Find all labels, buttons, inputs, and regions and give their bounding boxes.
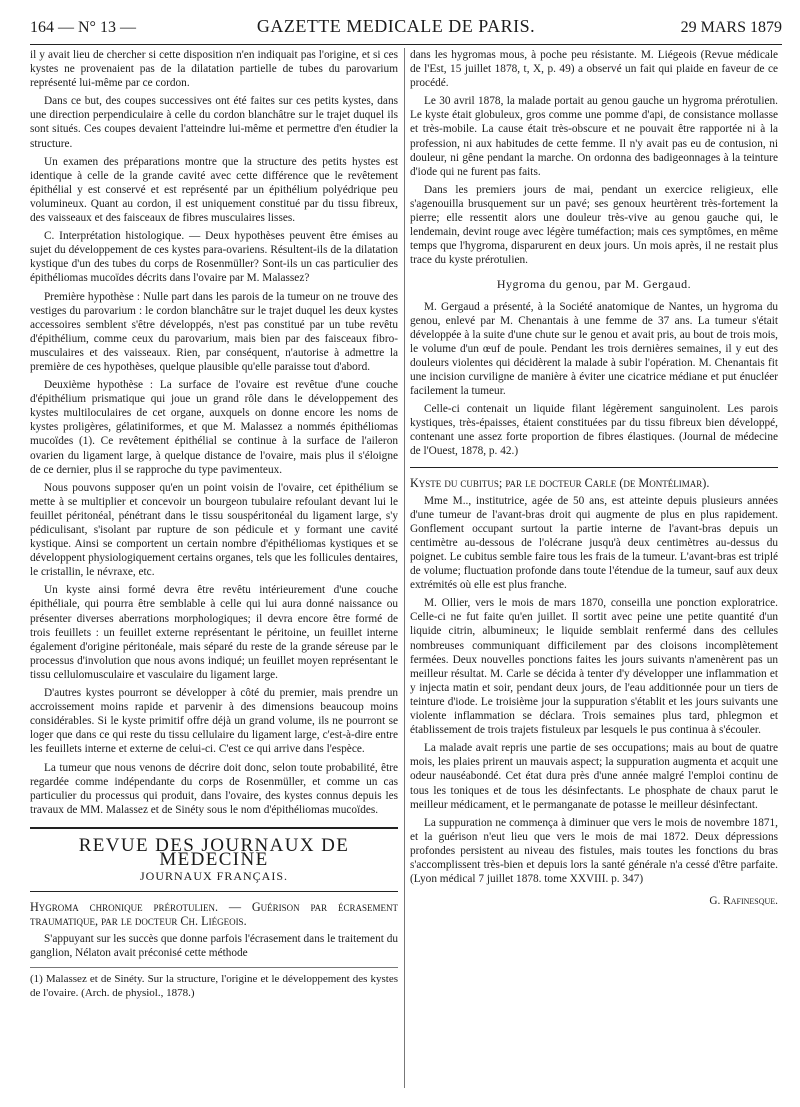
paragraph: Dans ce but, des coupes successives ont été faites sur ces petits kystes, dans une direction perpendiculaire à celle du cordon blanchâtre sur le trajet duquel ils sont situés. Ces coupes devaient l'atteindre lui-même et permettre d'en étudier la structure. <box>30 95 398 150</box>
paragraph: il y avait lieu de chercher si cette disposition n'en indiquait pas l'origine, et si ces kystes ne provenaient pas de la dilatation partielle de tubes du parovarium représenté lui-même par ce cordon. <box>30 49 398 90</box>
issue-date: 29 MARS 1879 <box>680 19 782 36</box>
paragraph: Deuxième hypothèse : La surface de l'ovaire est revêtue d'une couche d'épithélium prismatique qui joue un grand rôle dans le développement des kystes multiloculaires de cet organe, auxquels on donne encore les noms de kystes proligères, gélatiniformes, et que M. Malassez a nommés épithéliomas mucoïdes (1). Ce revêtement épithélial se continue à la surface de l'aileron ovarien du ligament large, à quelque distance de l'ovaire, mais plus il s'éloigne de ce dernier, plus il se rapproche du type pavimenteux. <box>30 379 398 476</box>
article-title: Hygroma du genou, par M. Gergaud. <box>496 277 692 292</box>
paragraph: S'appuyant sur les succès que donne parfois l'écrasement dans le traitement du ganglion, Nélaton avait préconisé cette méthode <box>30 933 398 960</box>
revue-subheading: JOURNAUX FRANÇAIS. <box>139 869 289 884</box>
paragraph: Un kyste ainsi formé devra être revêtu intérieurement d'une couche épithéliale, qui pourra être semblable à celle qui lui aura donné naissance ou présenter diverses aberrations morphologiques; il devra encore être formé de trois feuillets : un feuillet externe représentant le péritoine, un feuillet interne également d'origine péritonéale, mais séparé du reste de la grande séreuse par le processus d'involution que nous avons indiqué; un feuillet moyen représentant le tissu cellulomusculaire et vasculaire du ligament large. <box>30 584 398 681</box>
paragraph: M. Gergaud a présenté, à la Société anatomique de Nantes, un hygroma du genou, enlevé par M. Chenantais à une femme de 37 ans. La tumeur s'était développée à la suite d'une chute sur le genou et avait pris, au bout de trois mois, le volume d'un œuf de poule. Pendant les trois dernières semaines, il y eut des douleurs violentes qui décidèrent la malade à subir l'opération. M. Chenantais fit une incision curviligne de manière à éviter une cicatrice médiane et put énucléer facilement la tumeur. <box>410 300 778 398</box>
newspaper-page <box>22 8 782 1100</box>
right-column <box>410 48 778 908</box>
section-rule <box>410 467 778 468</box>
paragraph: La tumeur que nous venons de décrire doit donc, selon toute probabilité, être regardée comme indépendante du corps de Rosenmüller, et comme un cas particulier du processus qui produit, dans l'ovaire, des kystes connus depuis les travaux de MM. Malassez et de Sinéty sous le nom d'épithéliomas mucoïdes. <box>30 761 398 816</box>
signature: G. Rafinesque. <box>709 895 778 908</box>
page-number: 164 — N° 13 — <box>30 19 136 36</box>
paragraph: La suppuration ne commença à diminuer que vers le mois de novembre 1871, et la guérison n'eut lieu que vers le mois de mai 1872. Deux dépressions profondes persistent au niveau des fistules, mais toutes les fonctions du bras s'accomplissent très-bien et depuis lors la santé générale n'a cessé d'être parfaite. (Lyon médical 7 juillet 1878. tome XXVIII. p. 347) <box>410 816 778 886</box>
paragraph: Le 30 avril 1878, la malade portait au genou gauche un hygroma prérotulien. Le kyste était globuleux, gros comme une pomme d'api, de consistance mollasse et très-mobile. La cause était très-obscure et ne pouvait être rapportée ni à la profession, ni aux habitudes de cette femme. Il n'y avait pas eu de contusion, ni douleur, ni gêne pendant la marche. On ordonna des badigeonnages à la teinture d'iode qui ne furent pas faits. <box>410 95 778 178</box>
paragraph: M. Ollier, vers le mois de mars 1870, conseilla une ponction exploratrice. Celle-ci ne fut faite qu'en juillet. Il sortit avec peine une petite quantité d'un liquide citrin, albumineux; le liquide semblait renfermé dans des cellules nombreuses communiquant difficilement par des cloisons incomplètement fermées. Deux nouvelles ponctions faites les jours suivants n'amenèrent pas un meilleur résultat. M. Carle se décida à tenter d'y développer une inflammation et y injecta matin et soir, pendant deux jours, de l'eau additionnée pour un tiers de teinture d'iode. Le troisième jour la suppuration s'établit et les jours suivants une violente inflammation se déclara. Trois semaines plus tard, phlegmon et établissement de trois trajets fistuleux par lesquels le pus continua à s'écouler. <box>410 597 778 737</box>
paragraph: D'autres kystes pourront se développer à côté du premier, mais prendre un accroissement moins rapide et parvenir à des dimensions beaucoup moins considérables. Si le kyste primitif offre déjà un grand volume, ils ne pourront se loger que dans ce qui reste du tissu cellulaire du ligament large, c'est-à-dire entre les feuillets interne et externe de celui-ci. C'est ce qui arrive dans l'espèce. <box>30 687 398 756</box>
article-title: Kyste du cubitus; par le docteur Carle (de Montélimar). <box>410 475 710 490</box>
section-rule <box>30 827 398 829</box>
page-header <box>30 16 782 45</box>
column-divider <box>404 48 405 1088</box>
paragraph: C. Interprétation histologique. — Deux hypothèses peuvent être émises au sujet du développement de ces kystes para-ovariens. Résultent-ils de la dilatation kystique d'un des tubes du corps de Rosenmüller? Sont-ils un cas particulier des épithéliomas mucoïdes décrits dans l'ovaire par M. Malassez? <box>30 230 398 285</box>
paragraph: Un examen des préparations montre que la structure des petits hystes est identique à celle de la grande cavité avec cette différence que le revêtement épithélial y est conservé et est représenté par un épithélium polyédrique peu volumineux. Quant au cordon, il est uniquement constitué par du tissu fibreux, des vaisseaux et des faisceaux de fibres musculaires lisses. <box>30 155 398 225</box>
paragraph: Première hypothèse : Nulle part dans les parois de la tumeur on ne trouve des vestiges du parovarium : le cordon blanchâtre sur le trajet duquel les deux kystes accessoires semblent s'être développés, n'est pas constitué par un tube revêtu d'épithélium, comme ceux du parovarium, mais bien par des faisceaux fibro-musculaires et des vaisseaux. Rien, par conséquent, n'autorise à admettre la première de ces hypothèses, quelque plausible qu'elle paraisse tout d'abord. <box>30 290 398 373</box>
paragraph: Celle-ci contenait un liquide filant légèrement sanguinolent. Les parois kystiques, très-épaisses, étaient constituées par du tissu fibreux bien développé, contenant une assez forte proportion de fibres élastiques. (Journal de médecine de l'Ouest, 1878, p. 42.) <box>410 403 778 458</box>
revue-heading: REVUE DES JOURNAUX DE MEDECINE <box>78 834 350 870</box>
paragraph: dans les hygromas mous, à poche peu résistante. M. Liégeois (Revue médicale de l'Est, 15 juillet 1878, t, X, p. 49) a observé un fait qui plaide en faveur de ce procédé. <box>410 49 778 90</box>
left-column <box>30 48 398 1000</box>
article-title: Hygroma chronique prérotulien. — Guérison par écrasement traumatique, par le docteur Ch. Liégeois. <box>30 900 398 929</box>
journal-title: GAZETTE MEDICALE DE PARIS. <box>256 16 536 36</box>
footnote: (1) Malassez et de Sinéty. Sur la structure, l'origine et le développement des kystes de l'ovaire. (Arch. de physiol., 1878.) <box>30 967 398 1000</box>
paragraph: Nous pouvons supposer qu'en un point voisin de l'ovaire, cet épithélium se mette à se multiplier et concevoir un bourgeon tubulaire refoulant devant lui le feuillet péritonéal, pénétrant dans le tissu souspéritonéal du ligament large, s'y pédiculisant, s'isolant par rupture de son pédicule et y formant une cavité kystique. Ainsi se comportent un certain nombre d'épithéliomas kystiques et se développent physiologiquement certains organes, tels que les follicules dentaires, le cristallin, le névraxe, etc. <box>30 481 398 579</box>
paragraph: Mme M.., institutrice, agée de 50 ans, est atteinte depuis plusieurs années d'une tumeur de l'avant-bras droit qui augmente de plus en plus rapidement. Gonflement occupant surtout la partie interne de l'avant-bras depuis un centimètre au-dessous de l'olécrane jusqu'à deux centimètres au-dessus du poignet. Le cubitus semble faire tous les frais de la tumeur. L'avant-bras est triplé de volume; fluctuation profonde dans toute l'étendue de la tumeur, sauf aux deux extrémités où elle est plus franche. <box>410 494 778 592</box>
paragraph: La malade avait repris une partie de ses occupations; mais au bout de quatre mois, les plaies prirent un mauvais aspect; la suppuration augmenta et acquit une odeur nauséabondé. Cet état dura près d'une année malgré l'emploi continu de tous les toniques et de tous les désinfectants. Le phosphate de chaux parut le meilleur médicament, et le permanganate de potasse le meilleur désinfectant. <box>410 742 778 811</box>
paragraph: Dans les premiers jours de mai, pendant un exercice religieux, elle s'agenouilla brusquement sur un pavé; ses genoux heurtèrent très-fortement la pierre; elle ressentit alors une douleur très-vive au genou gauche qui, le lendemain, devint rouge avec légère tuméfaction; mais ces symptômes, en même temps que l'hygroma, disparurent en deux jours. Un mois après, il ne restait plus trace du kyste prérotulien. <box>410 183 778 267</box>
section-rule <box>30 891 398 892</box>
